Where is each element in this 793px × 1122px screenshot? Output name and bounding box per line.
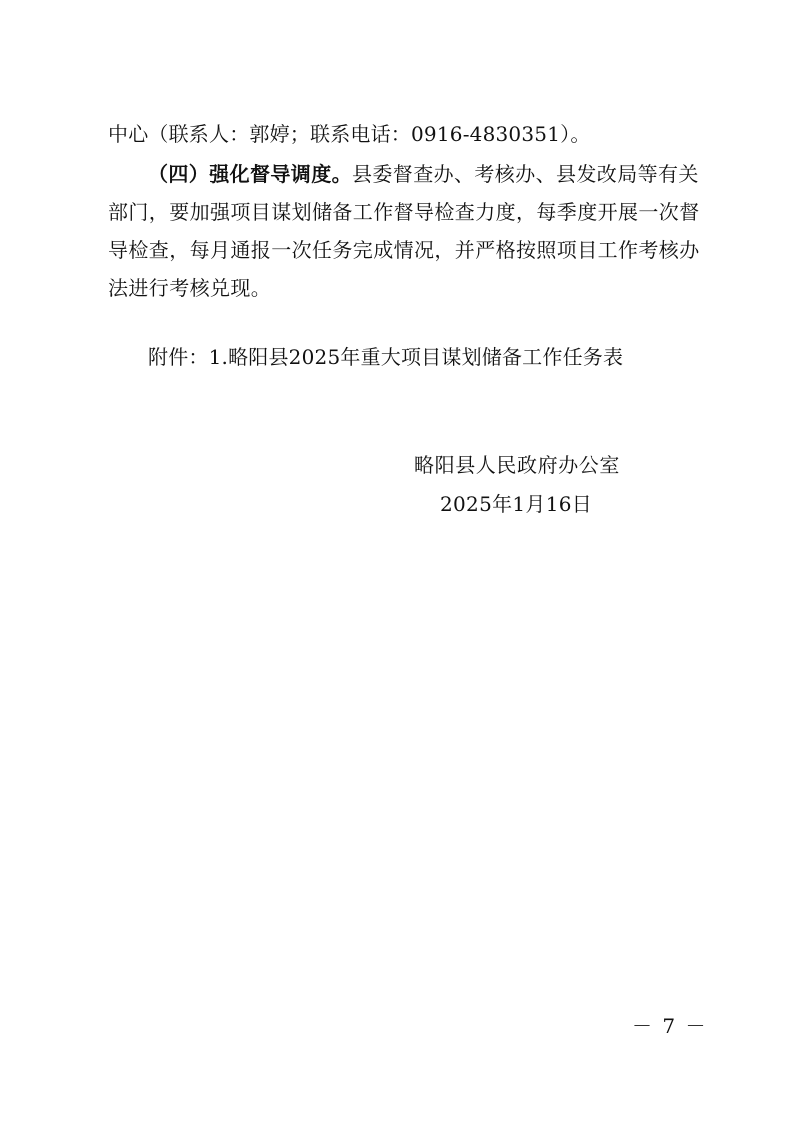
section-four-body: 县委督查办、考核办、县发改局等有关部门，要加强项目谋划储备工作督导检查力度，每季度开展一次督导检查，每月通报一次任务完成情况，并严格按照项目工作考核办法进行考核兑现。: [108, 162, 700, 300]
issue-date: 2025年1月16日: [440, 492, 593, 516]
issuing-office-signature: 略阳县人民政府办公室: [414, 453, 620, 477]
page-number: － 7 －: [632, 1014, 708, 1038]
section-four-heading: （四）强化督导调度。: [148, 162, 352, 186]
section-four-text: [108, 155, 714, 307]
attachment-line: 附件：1.略阳县2025年重大项目谋划储备工作任务表: [148, 345, 624, 369]
contact-continuation-line: 中心（联系人：郭婷；联系电话：0916-4830351）。: [108, 122, 591, 146]
section-four-paragraph: [108, 155, 714, 307]
